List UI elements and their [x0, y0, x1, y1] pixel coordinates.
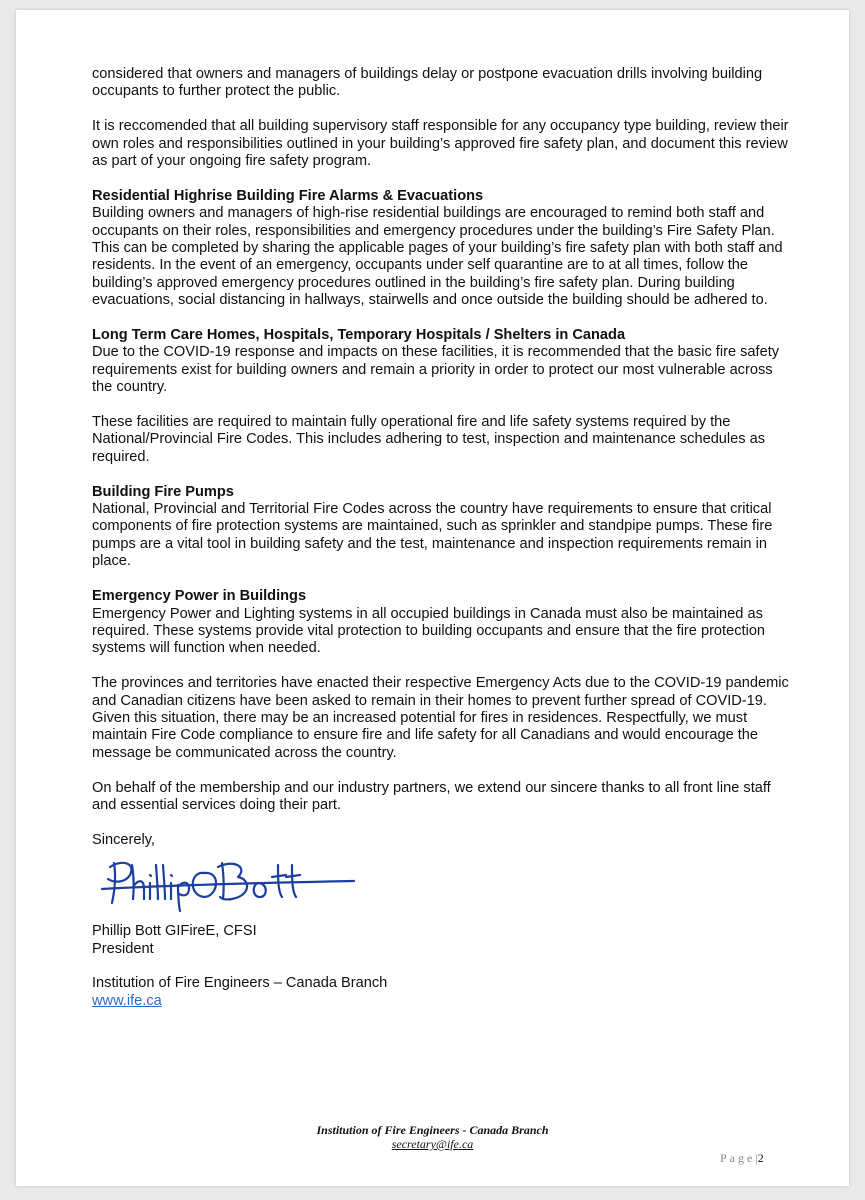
page-word: Page — [720, 1151, 756, 1165]
signatory-name: Phillip Bott GIFireE, CFSI — [92, 923, 257, 940]
paragraph-thanks: On behalf of the membership and our industry partners, we extend our sincere thanks to all front line staff and essential services doing their part. — [92, 779, 771, 813]
footer-organization: Institution of Fire Engineers - Canada Branch — [316, 1123, 549, 1137]
section-text: Emergency Power and Lighting systems in all occupied buildings in Canada must also be maintained as required. These systems provide vital protection to building occupants and ensure that the fire protection systems will function when needed. — [92, 605, 766, 657]
page-number-label — [720, 1151, 764, 1166]
letter-body — [92, 66, 792, 1010]
section-text: Building owners and managers of high-rise residential buildings are encouraged to remind both staff and occupants on their roles, responsibilities and emergency procedures under the building’s Fire Safety Plan. This can be completed by sharing the applicable pages of your building’s fire safety plan with both staff and residents. In the event of an emergency, occupants under self quarantine are to at all times, follow the building’s approved emergency procedures outlined in the building’s fire safety plan. During building evacuations, social distancing in hallways, stairwells and once outside the building should be adhered to. — [92, 205, 783, 309]
section-text: National, Provincial and Territorial Fire Codes across the country have requirements to ensure that critical components of fire protection systems are maintained, such as sprinkler and standpipe pumps. These fire pumps are a vital tool in building safety and the test, maintenance and inspection requirements remain in place. — [92, 501, 773, 570]
document-page — [16, 10, 849, 1186]
handwritten-signature — [92, 853, 362, 913]
paragraph-recommendation: It is reccomended that all building supervisory staff responsible for any occupancy type building, review their own roles and responsibilities outlined in your building’s approved fire safety plan, and document this review as part of your ongoing fire safety program. — [92, 118, 789, 170]
website-link[interactable]: www.ife.ca — [92, 992, 162, 1009]
page-separator: | — [755, 1151, 758, 1165]
page-footer — [16, 1123, 849, 1151]
section-fire-pumps — [92, 484, 792, 571]
section-long-term-care-text-2: These facilities are required to maintain fully operational fire and life safety systems required by the National/Provincial Fire Codes. This includes adhering to test, inspection and maintenance schedules as required. — [92, 414, 766, 465]
paragraph-emergency-acts: The provinces and territories have enacted their respective Emergency Acts due to the COVID-19 pandemic and Canadian citizens have been asked to remain in their homes to prevent further spread of COVID-19. Given this situation, there may be an increased potential for fires in residences. Respectfully, we must maintain Fire Code compliance to ensure fire and life safety for all Canadians and would encourage the message be communicated across the country. — [92, 675, 789, 761]
section-heading: Residential Highrise Building Fire Alarms & Evacuations — [92, 187, 484, 204]
section-long-term-care — [92, 327, 792, 397]
section-heading: Emergency Power in Buildings — [92, 588, 307, 605]
signature-block — [92, 832, 792, 1010]
salutation: Sincerely, — [92, 831, 155, 848]
section-heading: Building Fire Pumps — [92, 483, 234, 500]
signatory-title: President — [92, 940, 154, 957]
section-text: Due to the COVID-19 response and impacts on these facilities, it is recommended that the basic fire safety requirements exist for building owners and remain a priority in order to protect our most vulnerable across the country. — [92, 344, 780, 396]
paragraph-drills: considered that owners and managers of buildings delay or postpone evacuation drills involving building occupants to further protect the public. — [92, 66, 763, 100]
footer-email-link[interactable]: secretary@ife.ca — [391, 1137, 474, 1151]
signatory-organization: Institution of Fire Engineers – Canada Branch — [92, 975, 388, 992]
section-emergency-power — [92, 588, 792, 658]
section-residential-highrise — [92, 188, 792, 310]
section-heading: Long Term Care Homes, Hospitals, Temporary Hospitals / Shelters in Canada — [92, 327, 626, 344]
page-number: 2 — [757, 1151, 764, 1165]
